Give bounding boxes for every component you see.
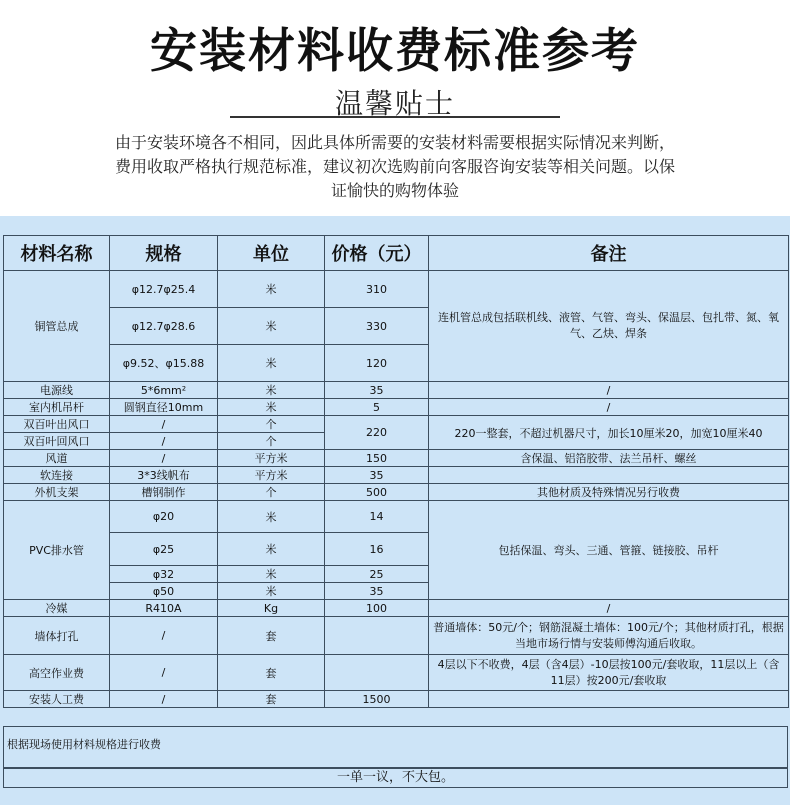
cell-remark	[429, 467, 789, 484]
table-row	[4, 691, 789, 708]
cell-unit: 个	[218, 484, 325, 501]
cell-remark: 220一整套，不超过机器尺寸，加长10厘米20，加宽10厘米40	[429, 416, 789, 450]
cell-price: 1500	[325, 691, 429, 708]
cell-price	[325, 617, 429, 655]
table-row	[4, 382, 789, 399]
cell-unit: 米	[218, 345, 325, 382]
cell-unit: 米	[218, 501, 325, 533]
page-subtitle: 温馨贴士	[334, 87, 455, 120]
cell-spec: /	[110, 691, 218, 708]
cell-unit: 平方米	[218, 450, 325, 467]
cell-spec: /	[110, 617, 218, 655]
cell-name: 高空作业费	[4, 655, 110, 691]
cell-name: PVC排水管	[4, 501, 110, 600]
cell-unit: 套	[218, 655, 325, 691]
cell-spec: φ12.7φ28.6	[110, 308, 218, 345]
header-name: 材料名称	[4, 236, 110, 271]
page-title: 安装材料收费标准参考	[150, 24, 640, 79]
table-row	[4, 416, 789, 433]
cell-unit: 套	[218, 691, 325, 708]
cell-unit: 米	[218, 271, 325, 308]
table-row	[4, 484, 789, 501]
cell-spec: 槽钢制作	[110, 484, 218, 501]
cell-unit: 米	[218, 399, 325, 416]
cell-spec: φ9.52、φ15.88	[110, 345, 218, 382]
cell-remark: 4层以下不收费，4层（含4层）-10层按100元/套收取，11层以上（含11层）按200元/套收取	[429, 655, 789, 691]
subtitle-underline	[230, 116, 560, 118]
cell-spec: R410A	[110, 600, 218, 617]
header-unit: 单位	[218, 236, 325, 271]
cell-name: 墙体打孔	[4, 617, 110, 655]
cell-unit: 米	[218, 382, 325, 399]
cell-spec: φ25	[110, 533, 218, 566]
cell-unit: 个	[218, 416, 325, 433]
price-table	[3, 235, 789, 708]
table-header-row	[4, 236, 789, 271]
cell-price: 330	[325, 308, 429, 345]
cell-name: 铜管总成	[4, 271, 110, 382]
cell-spec: φ32	[110, 566, 218, 583]
table-row	[4, 655, 789, 691]
cell-price	[325, 655, 429, 691]
cell-spec: φ20	[110, 501, 218, 533]
table-row	[4, 501, 789, 533]
cell-remark	[429, 691, 789, 708]
cell-spec: 5*6mm²	[110, 382, 218, 399]
header-spec: 规格	[110, 236, 218, 271]
cell-price: 35	[325, 583, 429, 600]
cell-name: 软连接	[4, 467, 110, 484]
cell-remark: 其他材质及特殊情况另行收费	[429, 484, 789, 501]
cell-name: 冷媒	[4, 600, 110, 617]
table-row	[4, 271, 789, 308]
cell-unit: 米	[218, 566, 325, 583]
cell-price: 120	[325, 345, 429, 382]
cell-remark: 连机管总成包括联机线、液管、气管、弯头、保温层、包扎带、氮、氧气、乙炔、焊条	[429, 271, 789, 382]
header-remark: 备注	[429, 236, 789, 271]
cell-spec: φ12.7φ25.4	[110, 271, 218, 308]
table-row	[4, 399, 789, 416]
cell-name: 双百叶出风口	[4, 416, 110, 433]
table-row	[4, 617, 789, 655]
cell-unit: 米	[218, 533, 325, 566]
footer-slogan: 一单一议，不大包。	[3, 768, 788, 788]
notice-text: 由于安装环境各不相同，因此具体所需要的安装材料需要根据实际情况来判断，费用收取严格执行规范标准，建议初次选购前向客服咨询安装等相关问题。以保证愉快的购物体验	[114, 133, 675, 200]
cell-name: 外机支架	[4, 484, 110, 501]
cell-remark: /	[429, 600, 789, 617]
cell-name: 双百叶回风口	[4, 433, 110, 450]
cell-price: 220	[325, 416, 429, 450]
cell-name: 电源线	[4, 382, 110, 399]
cell-name: 室内机吊杆	[4, 399, 110, 416]
cell-price: 150	[325, 450, 429, 467]
cell-spec: /	[110, 416, 218, 433]
cell-unit: 平方米	[218, 467, 325, 484]
cell-price: 310	[325, 271, 429, 308]
cell-spec: /	[110, 433, 218, 450]
cell-remark: /	[429, 382, 789, 399]
cell-price: 14	[325, 501, 429, 533]
cell-unit: Kg	[218, 600, 325, 617]
cell-spec: 3*3线帆布	[110, 467, 218, 484]
cell-remark: 包括保温、弯头、三通、管箍、链接胶、吊杆	[429, 501, 789, 600]
cell-price: 35	[325, 382, 429, 399]
footer-note: 根据现场使用材料规格进行收费	[3, 726, 788, 768]
cell-remark: /	[429, 399, 789, 416]
table-row	[4, 600, 789, 617]
cell-remark: 含保温、铝箔胶带、法兰吊杆、螺丝	[429, 450, 789, 467]
cell-price: 35	[325, 467, 429, 484]
cell-price: 100	[325, 600, 429, 617]
table-row	[4, 467, 789, 484]
cell-unit: 个	[218, 433, 325, 450]
cell-name: 安装人工费	[4, 691, 110, 708]
table-row	[4, 450, 789, 467]
header	[0, 0, 790, 215]
cell-price: 5	[325, 399, 429, 416]
cell-remark: 普通墙体：50元/个；钢筋混凝土墙体：100元/个；其他材质打孔，根据当地市场行情与安装师傅沟通后收取。	[429, 617, 789, 655]
cell-price: 16	[325, 533, 429, 566]
cell-price: 500	[325, 484, 429, 501]
cell-unit: 套	[218, 617, 325, 655]
cell-spec: φ50	[110, 583, 218, 600]
cell-price: 25	[325, 566, 429, 583]
cell-unit: 米	[218, 583, 325, 600]
cell-name: 风道	[4, 450, 110, 467]
header-price: 价格（元）	[325, 236, 429, 271]
cell-spec: 圆钢直径10mm	[110, 399, 218, 416]
cell-spec: /	[110, 450, 218, 467]
cell-unit: 米	[218, 308, 325, 345]
cell-spec: /	[110, 655, 218, 691]
